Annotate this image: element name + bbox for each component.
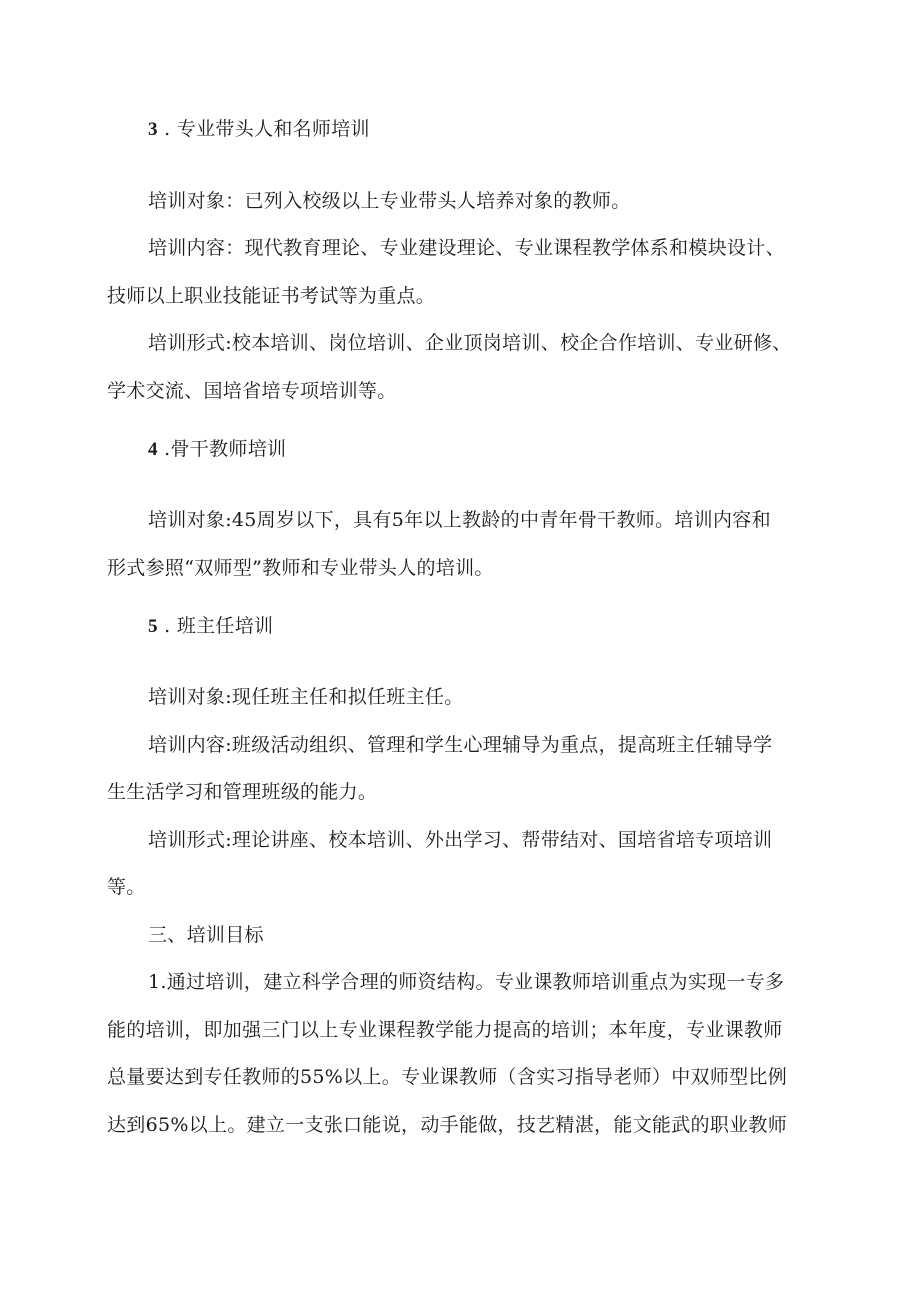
paragraph-line: 能的培训，即加强三门以上专业课程教学能力提高的培训；本年度，专业课教师	[107, 1019, 783, 1041]
section-number: 5	[148, 616, 158, 637]
paragraph-line: 总量要达到专任教师的55%以上。专业课教师（含实习指导老师）中双师型比例	[107, 1066, 788, 1088]
section-4-heading	[148, 436, 286, 463]
paragraph-line: 培训对象：已列入校级以上专业带头人培养对象的教师。	[148, 190, 631, 212]
section-number: 3	[148, 119, 158, 140]
section-title: . 专业带头人和名师培训	[164, 118, 370, 140]
paragraph-line: 培训对象:现任班主任和拟任班主任。	[148, 686, 464, 708]
paragraph-line: 培训形式:理论讲座、校本培训、外出学习、帮带结对、国培省培专项培训	[148, 829, 773, 851]
paragraph-line: 技师以上职业技能证书考试等为重点。	[107, 285, 436, 307]
section-title: . 班主任培训	[164, 615, 274, 637]
paragraph-line: 形式参照“双师型”教师和专业带头人的培训。	[107, 557, 494, 579]
paragraph-line: 学术交流、国培省培专项培训等。	[107, 380, 397, 402]
section-number: 4	[148, 439, 158, 460]
paragraph-line: 培训内容：现代教育理论、专业建设理论、专业课程教学体系和模块设计、	[148, 237, 785, 259]
paragraph-line: 培训对象:45周岁以下，具有5年以上教龄的中青年骨干教师。培训内容和	[148, 509, 771, 531]
paragraph-line: 培训内容:班级活动组织、管理和学生心理辅导为重点，提高班主任辅导学	[148, 734, 773, 756]
paragraph-line: 等。	[107, 876, 146, 898]
section-5-heading	[148, 613, 273, 640]
heading-training-goals: 三、培训目标	[148, 924, 264, 946]
paragraph-line: 生生活学习和管理班级的能力。	[107, 781, 378, 803]
section-3-heading	[148, 116, 370, 143]
section-title: .骨干教师培训	[164, 438, 287, 460]
paragraph-line: 达到65%以上。建立一支张口能说，动手能做，技艺精湛，能文能武的职业教师	[107, 1114, 788, 1136]
paragraph-line: 培训形式:校本培训、岗位培训、企业顶岗培训、校企合作培训、专业研修、	[148, 332, 792, 354]
paragraph-line: 1.通过培训，建立科学合理的师资结构。专业课教师培训重点为实现一专多	[148, 971, 785, 993]
